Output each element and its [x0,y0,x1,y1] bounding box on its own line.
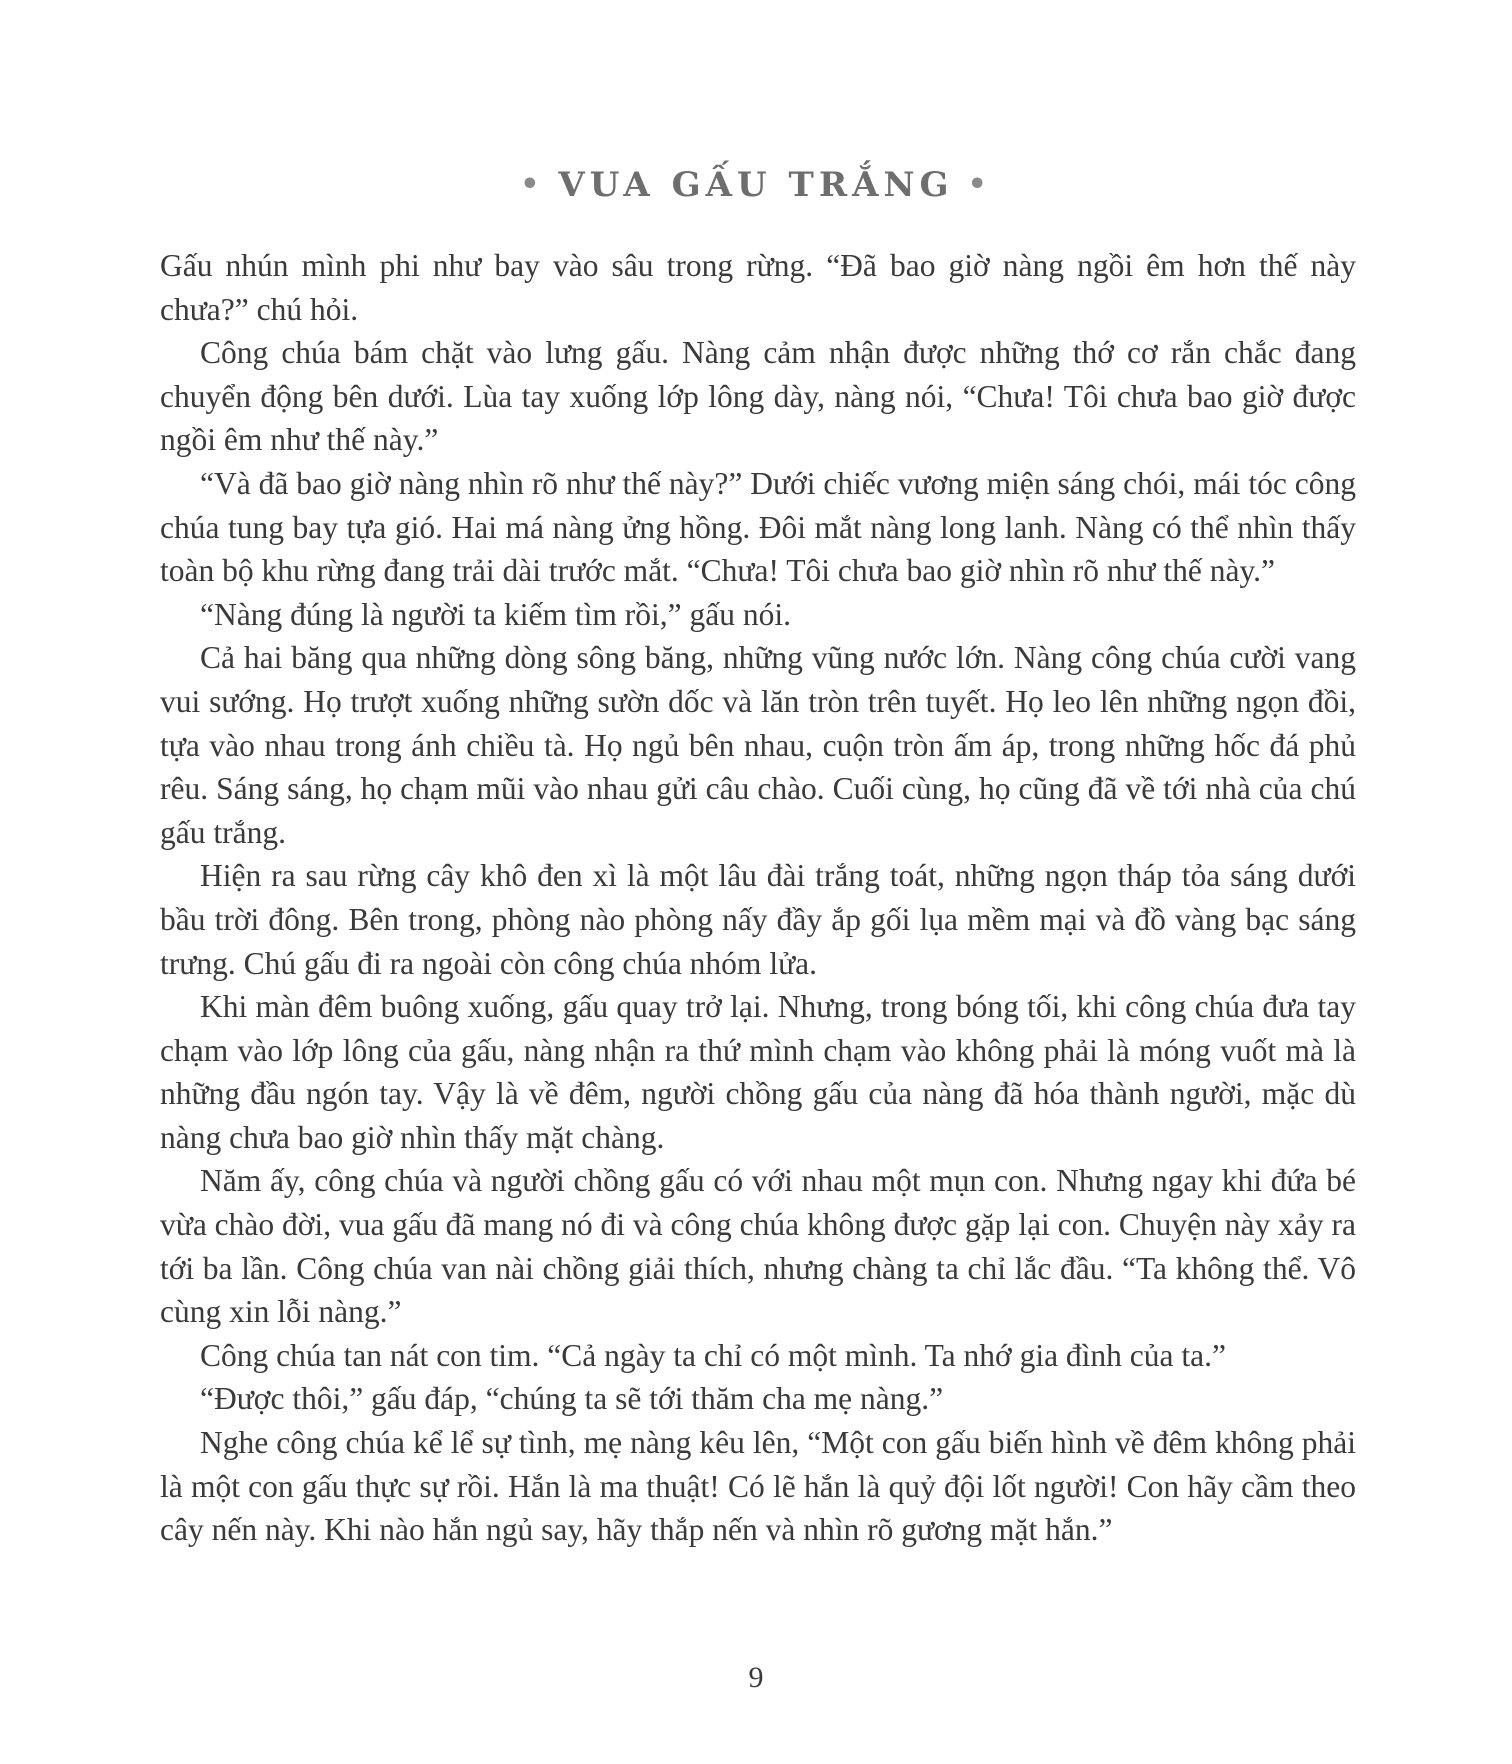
paragraph: Năm ấy, công chúa và người chồng gấu có với nhau một mụn con. Nhưng ngay khi đứa bé vừa chào đời, vua gấu đã mang nó đi và công chúa không được gặp lại con. Chuyện này xảy ra tới ba lần. Công chúa van nài chồng giải thích, nhưng chàng ta chỉ lắc đầu. “Ta không thể. Vô cùng xin lỗi nàng.” [160,1163,1356,1330]
page-number: 9 [748,1661,764,1694]
paragraph: “Và đã bao giờ nàng nhìn rõ như thế này?” Dưới chiếc vương miện sáng chói, mái tóc công chúa tung bay tựa gió. Hai má nàng ửng hồng. Đôi mắt nàng long lanh. Nàng có thể nhìn thấy toàn bộ khu rừng đang trải dài trước mắt. “Chưa! Tôi chưa bao giờ nhìn rõ như thế này.” [160,465,1356,589]
paragraph: Cả hai băng qua những dòng sông băng, những vũng nước lớn. Nàng công chúa cười vang vui sướng. Họ trượt xuống những sườn dốc và lăn tròn trên tuyết. Họ leo lên những ngọn đồi, tựa vào nhau trong ánh chiều tà. Họ ngủ bên nhau, cuộn tròn ấm áp, trong những hốc đá phủ rêu. Sáng sáng, họ chạm mũi vào nhau gửi câu chào. Cuối cùng, họ cũng đã về tới nhà của chú gấu trắng. [160,640,1356,850]
running-head-bullet-left: • [520,167,545,202]
paragraph: Công chúa bám chặt vào lưng gấu. Nàng cảm nhận được những thớ cơ rắn chắc đang chuyển động bên dưới. Lùa tay xuống lớp lông dày, nàng nói, “Chưa! Tôi chưa bao giờ được ngồi êm như thế này.” [160,335,1356,458]
paragraph: Nghe công chúa kể lể sự tình, mẹ nàng kêu lên, “Một con gấu biến hình về đêm không phải là một con gấu thực sự rồi. Hắn là ma thuật! Có lẽ hắn là quỷ đội lốt người! Con hãy cầm theo cây nến này. Khi nào hắn ngủ say, hãy thắp nến và nhìn rõ gương mặt hắn.” [160,1425,1356,1548]
paragraph: “Nàng đúng là người ta kiếm tìm rồi,” gấu nói. [200,596,791,632]
paragraph: Khi màn đêm buông xuống, gấu quay trở lại. Nhưng, trong bóng tối, khi công chúa đưa tay chạm vào lớp lông của gấu, nàng nhận ra thứ mình chạm vào không phải là móng vuốt mà là những đầu ngón tay. Vậy là về đêm, người chồng gấu của nàng đã hóa thành người, mặc dù nàng chưa bao giờ nhìn thấy mặt chàng. [160,989,1356,1155]
paragraph: “Được thôi,” gấu đáp, “chúng ta sẽ tới thăm cha mẹ nàng.” [200,1381,944,1417]
paragraph: Hiện ra sau rừng cây khô đen xì là một lâu đài trắng toát, những ngọn tháp tỏa sáng dưới bầu trời đông. Bên trong, phòng nào phòng nấy đầy ắp gối lụa mềm mại và đồ vàng bạc sáng trưng. Chú gấu đi ra ngoài còn công chúa nhóm lửa. [160,858,1356,981]
running-head-title: VUA GẤU TRẮNG [558,165,954,205]
running-head-bullet-right: • [967,167,992,202]
paragraph: Gấu nhún mình phi như bay vào sâu trong rừng. “Đã bao giờ nàng ngồi êm hơn thế này chưa?” chú hỏi. [160,248,1356,327]
running-head [0,163,1512,209]
body-text [160,244,1356,1552]
paragraph: Công chúa tan nát con tim. “Cả ngày ta chỉ có một mình. Ta nhớ gia đình của ta.” [200,1337,1226,1373]
